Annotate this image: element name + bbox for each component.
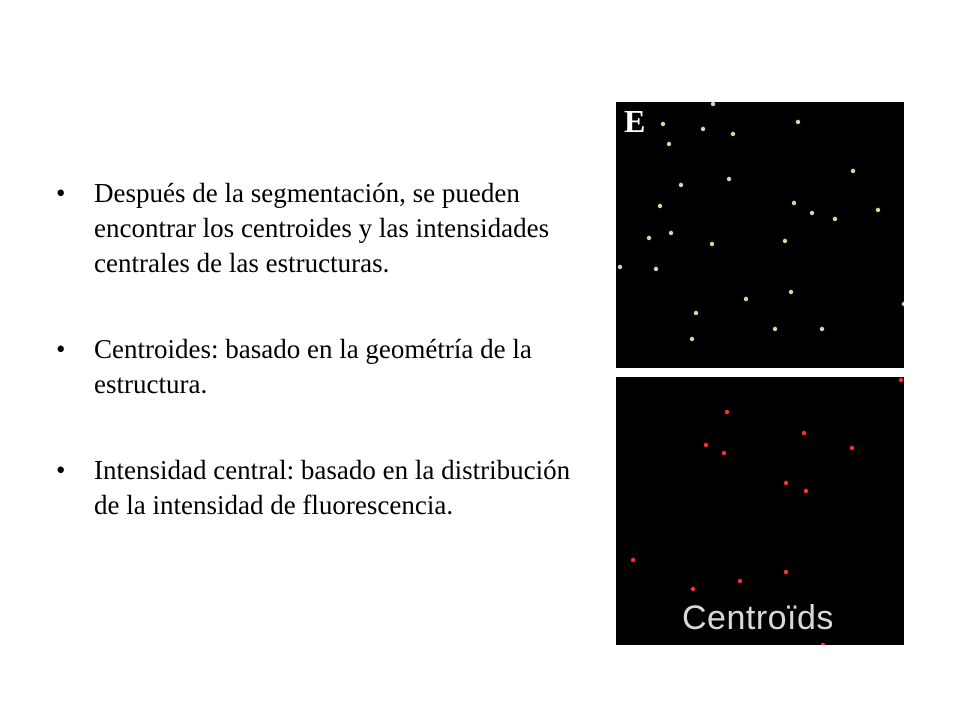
centroid-point bbox=[738, 579, 742, 583]
centroid-point bbox=[802, 431, 806, 435]
centroid-point bbox=[784, 570, 788, 574]
detected-spot bbox=[647, 236, 651, 240]
panel-caption: Centroïds bbox=[682, 599, 834, 637]
centroid-point bbox=[804, 489, 808, 493]
bullet-dot: • bbox=[56, 334, 66, 364]
detected-spot bbox=[744, 297, 748, 301]
detected-spot bbox=[661, 122, 665, 126]
centroid-point bbox=[631, 558, 635, 562]
detected-spot bbox=[727, 177, 731, 181]
detected-spot bbox=[667, 142, 671, 146]
bullet-text: Centroides: basado en la geométría de la estructura. bbox=[94, 334, 532, 399]
detected-spot bbox=[783, 239, 787, 243]
detected-spot bbox=[902, 302, 904, 306]
centroid-point bbox=[821, 643, 825, 645]
bullet-list bbox=[56, 176, 576, 574]
detected-spot bbox=[679, 183, 683, 187]
detected-spot bbox=[773, 327, 777, 331]
detected-spot bbox=[789, 290, 793, 294]
detected-spot bbox=[810, 211, 814, 215]
centroid-point bbox=[850, 446, 854, 450]
detected-spot bbox=[731, 132, 735, 136]
bullet-item-central-intensity bbox=[56, 453, 576, 523]
bullet-text: Después de la segmentación, se pueden encontrar los centroides y las intensidades centrales de las estructuras. bbox=[94, 178, 550, 278]
centroid-point bbox=[899, 378, 903, 382]
detected-spot bbox=[796, 120, 800, 124]
detected-spot bbox=[820, 327, 824, 331]
detected-spot bbox=[654, 267, 658, 271]
microscopy-panel-detections bbox=[616, 102, 904, 368]
detected-spot bbox=[710, 242, 714, 246]
centroid-point bbox=[722, 451, 726, 455]
detected-spot bbox=[701, 127, 705, 131]
detected-spot bbox=[833, 217, 837, 221]
panel-label: E bbox=[624, 103, 646, 139]
detected-spot bbox=[711, 102, 715, 106]
bullet-dot: • bbox=[56, 455, 66, 485]
microscopy-panel-centroids bbox=[616, 377, 904, 645]
detected-spot bbox=[658, 204, 662, 208]
bullet-item-centroids bbox=[56, 332, 576, 402]
centroid-point bbox=[784, 481, 788, 485]
detected-spot bbox=[618, 265, 622, 269]
detected-spot bbox=[792, 201, 796, 205]
detections-dot-field bbox=[616, 102, 904, 368]
detected-spot bbox=[669, 231, 673, 235]
bullet-text: Intensidad central: basado en la distribución de la intensidad de fluorescencia. bbox=[94, 455, 571, 520]
bullet-dot: • bbox=[56, 178, 66, 208]
bullet-item-segmentation bbox=[56, 176, 576, 281]
detected-spot bbox=[694, 311, 698, 315]
detected-spot bbox=[876, 208, 880, 212]
detected-spot bbox=[851, 169, 855, 173]
detected-spot bbox=[690, 337, 694, 341]
centroid-point bbox=[725, 410, 729, 414]
centroid-point bbox=[704, 443, 708, 447]
centroid-point bbox=[691, 587, 695, 591]
